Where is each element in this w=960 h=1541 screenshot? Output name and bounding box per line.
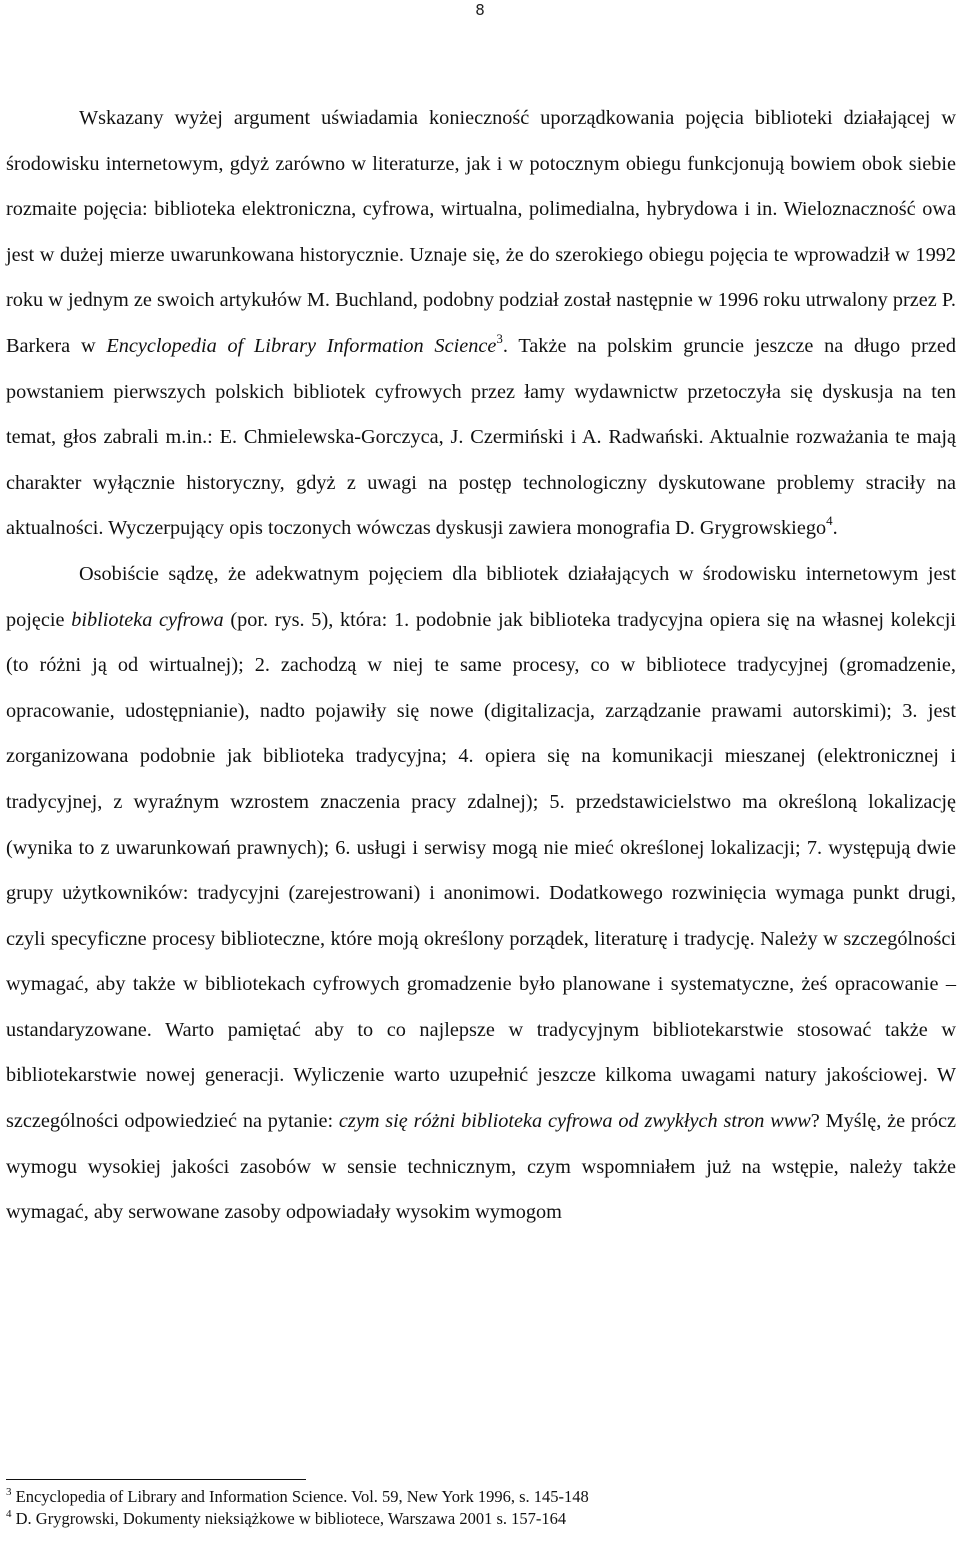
paragraph-1 xyxy=(6,96,956,552)
footnote-text: Encyclopedia of Library and Information Science. Vol. 59, New York 1996, s. 145-148 xyxy=(11,1487,589,1506)
body-text xyxy=(6,96,956,1236)
paragraph-2 xyxy=(6,552,956,1236)
italic-text: czym się różni biblioteka cyfrowa od zwykłych stron www xyxy=(338,1110,811,1133)
text-run: . xyxy=(832,517,838,540)
text-run: (por. rys. 5), która: 1. podobnie jak biblioteka tradycyjna opiera się na własnej kolekcji (to różni ją od wirtualnej); 2. zachodzą w niej te same procesy, co w bibliotece tradycyjnej (gromadzenie, opracowanie, udostępnianie), nadto pojawiły się nowe (digitalizacja, zarządzanie prawami autorskimi); 3. jest zorganizowana podobnie jak biblioteka tradycyjna; 4. opiera się na komunikacji mieszanej (elektronicznej i tradycyjnej, z wyraźnym wzrostem znaczenia pracy zdalnej); 5. przedstawicielstwo ma określoną lokalizację (wynika to z uwarunkowań prawnych); 6. usługi i serwisy mogą nie mieć określonej lokalizacji; 7. występują dwie grupy użytkowników: tradycyjni (zarejestrowani) i anonimowi. Dodatkowego rozwinięcia wymaga punkt drugi, czyli specyficzne procesy biblioteczne, które moją określony porządek, literaturę i tradycję. Należy w szczególności wymagać, aby także w bibliotekach cyfrowych gromadzenie było planowane i systematyczne, żeś opracowanie – ustandaryzowane. Warto pamiętać aby to co najlepsze w tradycyjnym bibliotekarstwie stosować także w bibliotekarstwie nowej generacji. Wyliczenie warto uzupełnić jeszcze kilkoma uwagami natury jakościowej. W szczególności odpowiedzieć na pytanie: xyxy=(6,608,956,1133)
italic-text: Encyclopedia of Library Information Science xyxy=(106,334,497,357)
text-run: ? Myślę, że prócz wymogu wysokiej jakości zasobów w sensie technicznym, czym wspomniałem już na wstępie, należy także wymagać, aby serwowane zasoby odpowiadały wysokim wymogom xyxy=(6,1110,956,1224)
text-run: Osobiście sądzę, że adekwatnym pojęciem dla bibliotek działających w środowisku internetowym jest pojęcie xyxy=(6,562,956,631)
footnotes xyxy=(6,1486,956,1530)
footnote-4 xyxy=(6,1508,956,1530)
footnote-3 xyxy=(6,1486,956,1508)
footnote-text: D. Grygrowski, Dokumenty nieksiążkowe w bibliotece, Warszawa 2001 s. 157-164 xyxy=(11,1509,567,1528)
text-run: Wskazany wyżej argument uświadamia konieczność uporządkowania pojęcia biblioteki działającej w środowisku internetowym, gdyż zarówno w literaturze, jak i w potocznym obiegu funkcjonują bowiem obok siebie rozmaite pojęcia: biblioteka elektroniczna, cyfrowa, wirtualna, polimedialna, hybrydowa i in. Wieloznaczność owa jest w dużej mierze uwarunkowana historycznie. Uznaje się, że do szerokiego obiegu pojęcia te wprowadził w 1992 roku w jednym ze swoich artykułów M. Buchland, podobny podział został następnie w 1996 roku utrwalony przez P. Barkera w xyxy=(6,107,956,357)
footnote-ref: 3 xyxy=(496,330,503,346)
footnote-number: 4 xyxy=(6,1508,12,1520)
italic-text: biblioteka cyfrowa xyxy=(71,608,224,631)
text-run: . Także na polskim gruncie jeszcze na długo przed powstaniem pierwszych polskich bibliotek cyfrowych przez łamy wydawnictw przetoczyła się dyskusja na ten temat, głos zabrali m.in.: E. Chmielewska-Gorczyca, J. Czermiński i A. Radwański. Aktualnie rozważania te mają charakter wyłącznie historyczny, gdyż z uwagi na postęp technologiczny dyskutowane problemy straciły na aktualności. Wyczerpujący opis toczonych wówczas dyskusji zawiera monografia D. Grygrowskiego xyxy=(6,334,957,540)
footnote-number: 3 xyxy=(6,1486,12,1498)
footnote-ref: 4 xyxy=(826,513,833,529)
page-number: 8 xyxy=(475,1,485,19)
footnote-separator xyxy=(6,1479,306,1480)
